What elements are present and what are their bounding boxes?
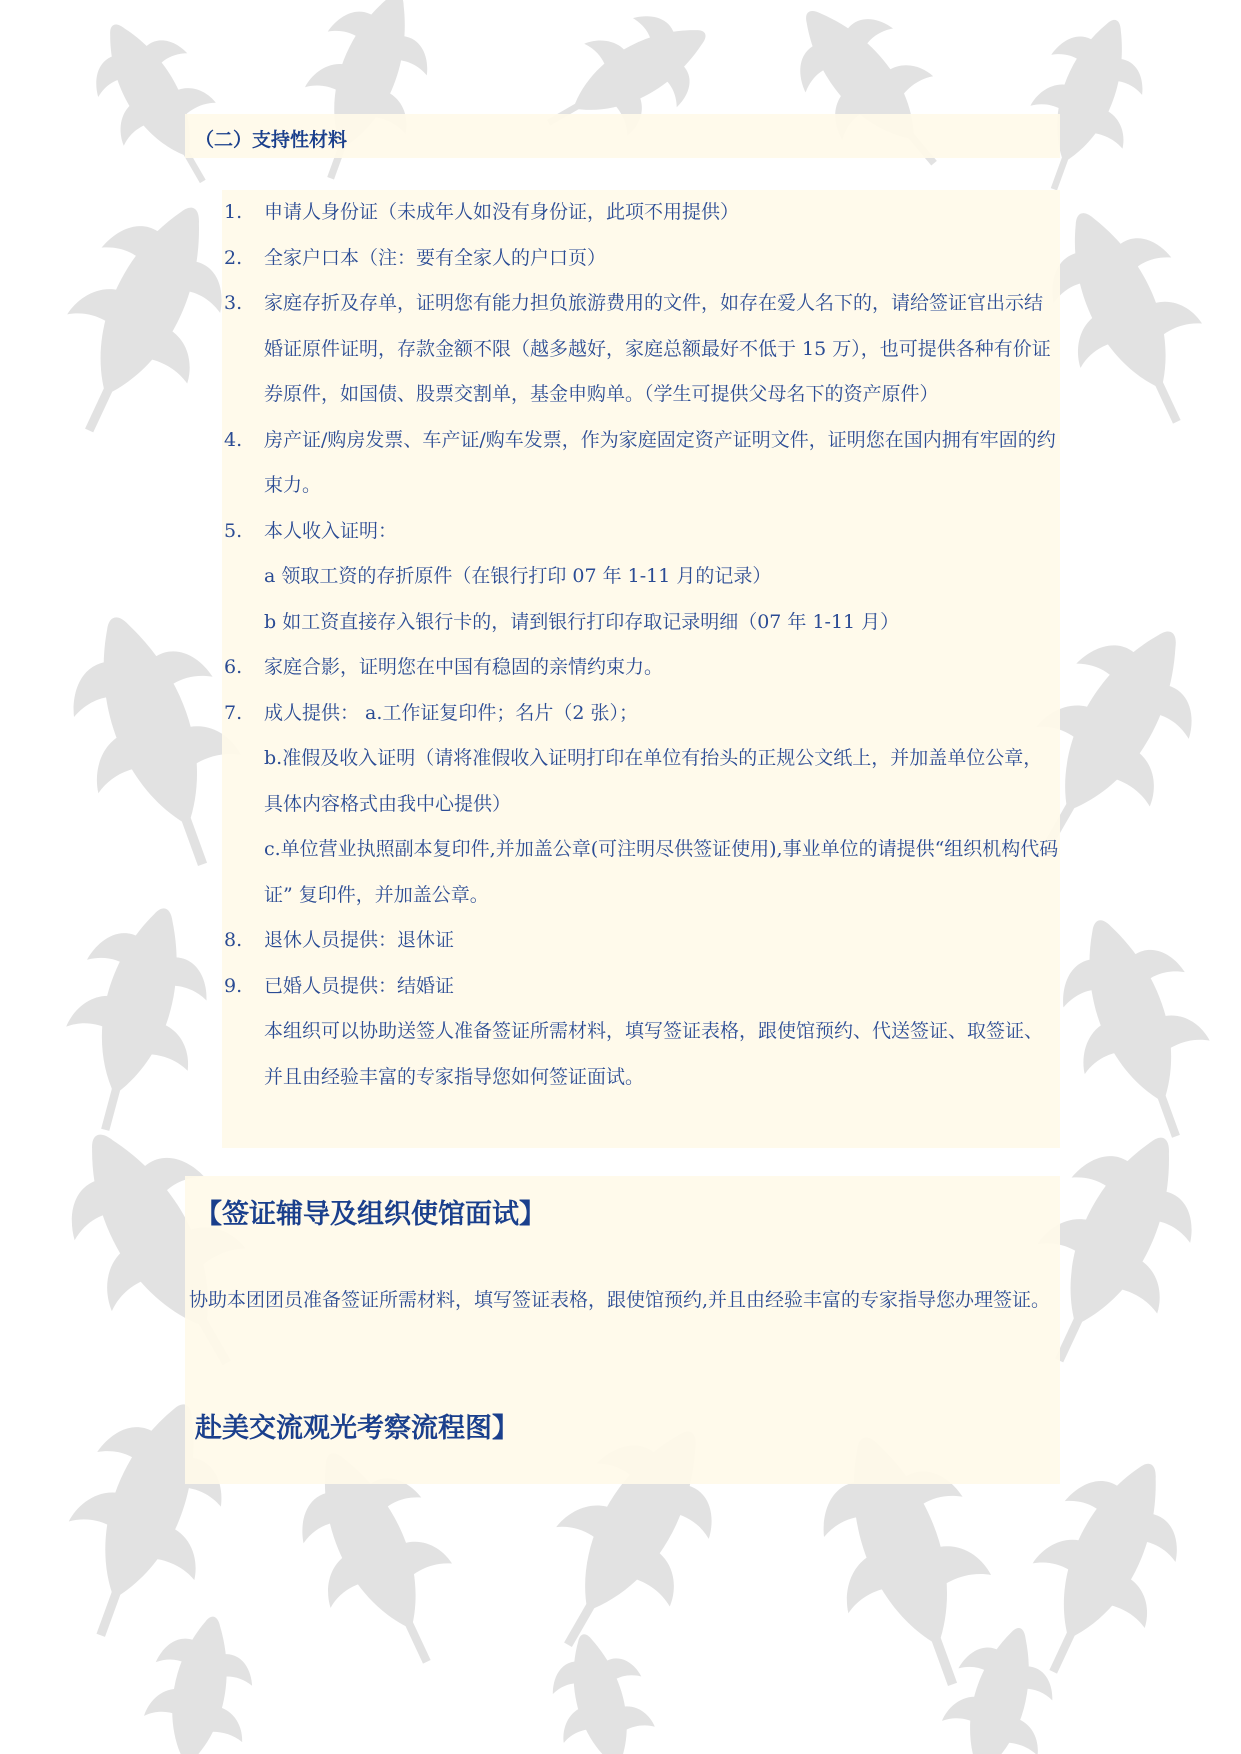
- list-item-number: 1.: [224, 201, 243, 223]
- requirements-list: [222, 190, 1060, 1100]
- list-item: [222, 691, 1060, 919]
- list-item-number: 2.: [224, 246, 243, 269]
- list-item-text: 房产证/购房发票、车产证/购车发票，作为家庭固定资产证明文件，证明您在国内拥有牢固的约束力。: [264, 428, 1056, 496]
- list-item: [222, 964, 1060, 1010]
- flow-chart-title: 赴美交流观光考察流程图】: [195, 1413, 519, 1444]
- list-item-number: 8.: [224, 929, 243, 951]
- list-item: [222, 236, 1060, 282]
- list-sub-item: c.单位营业执照副本复印件,并加盖公章(可注明尽供签证使用),事业单位的请提供“组织机构代码证” 复印件，并加盖公章。: [264, 838, 1059, 906]
- list-item: [222, 645, 1060, 691]
- list-item-number: 4.: [224, 428, 243, 451]
- list-item-number: 7.: [224, 701, 243, 724]
- list-item-text: 申请人身份证（未成年人如没有身份证，此项不用提供）: [264, 201, 740, 223]
- list-item-number: 9.: [224, 974, 243, 997]
- list-sub-item: a 领取工资的存折原件（在银行打印 07 年 1-11 月的记录）: [264, 565, 772, 587]
- visa-guidance-title: 【签证辅导及组织使馆面试】: [195, 1199, 546, 1230]
- list-item: [222, 918, 1060, 964]
- list-item-text: 家庭存折及存单，证明您有能力担负旅游费用的文件，如存在爱人名下的，请给签证官出示结婚证原件证明，存款金额不限（越多越好，家庭总额最好不低于 15 万），也可提供各种有价证券原件，如国债、股票交割单，基金申购单。（学生可提供父母名下的资产原件）: [264, 292, 1051, 405]
- list-item: [222, 190, 1060, 236]
- list-sub-item: b.准假及收入证明（请将准假收入证明打印在单位有抬头的正规公文纸上，并加盖单位公章，具体内容格式由我中心提供）: [264, 747, 1043, 815]
- list-item-text: 家庭合影，证明您在中国有稳固的亲情约束力。: [264, 656, 664, 678]
- list-item: [222, 418, 1060, 509]
- list-item: [222, 509, 1060, 646]
- list-item-number: 3.: [224, 292, 243, 314]
- list-item-text: 退休人员提供：退休证: [264, 929, 455, 951]
- section-heading: （二）支持性材料: [195, 129, 348, 151]
- organization-note: 本组织可以协助送签人准备签证所需材料，填写签证表格，跟使馆预约、代送签证、取签证、并且由经验丰富的专家指导您如何签证面试。: [264, 1020, 1044, 1088]
- list-item-text: 全家户口本（注：要有全家人的户口页）: [264, 246, 607, 269]
- list-item: [222, 281, 1060, 418]
- visa-guidance-panel: [185, 1176, 1060, 1484]
- list-item-number: 5.: [224, 519, 243, 542]
- section-heading-band: [185, 114, 1060, 158]
- visa-guidance-body: 协助本团团员准备签证所需材料，填写签证表格，跟使馆预约,并且由经验丰富的专家指导您办理签证。: [189, 1289, 1051, 1311]
- list-item-text: 已婚人员提供：结婚证: [264, 974, 455, 997]
- list-item-number: 6.: [224, 656, 243, 678]
- list-sub-item: b 如工资直接存入银行卡的，请到银行打印存取记录明细（07 年 1-11 月）: [264, 610, 900, 633]
- list-item-text: 本人收入证明：: [264, 519, 398, 542]
- list-item-text: 成人提供： a.工作证复印件；名片（2 张）；: [264, 701, 639, 724]
- requirements-panel: [222, 190, 1060, 1148]
